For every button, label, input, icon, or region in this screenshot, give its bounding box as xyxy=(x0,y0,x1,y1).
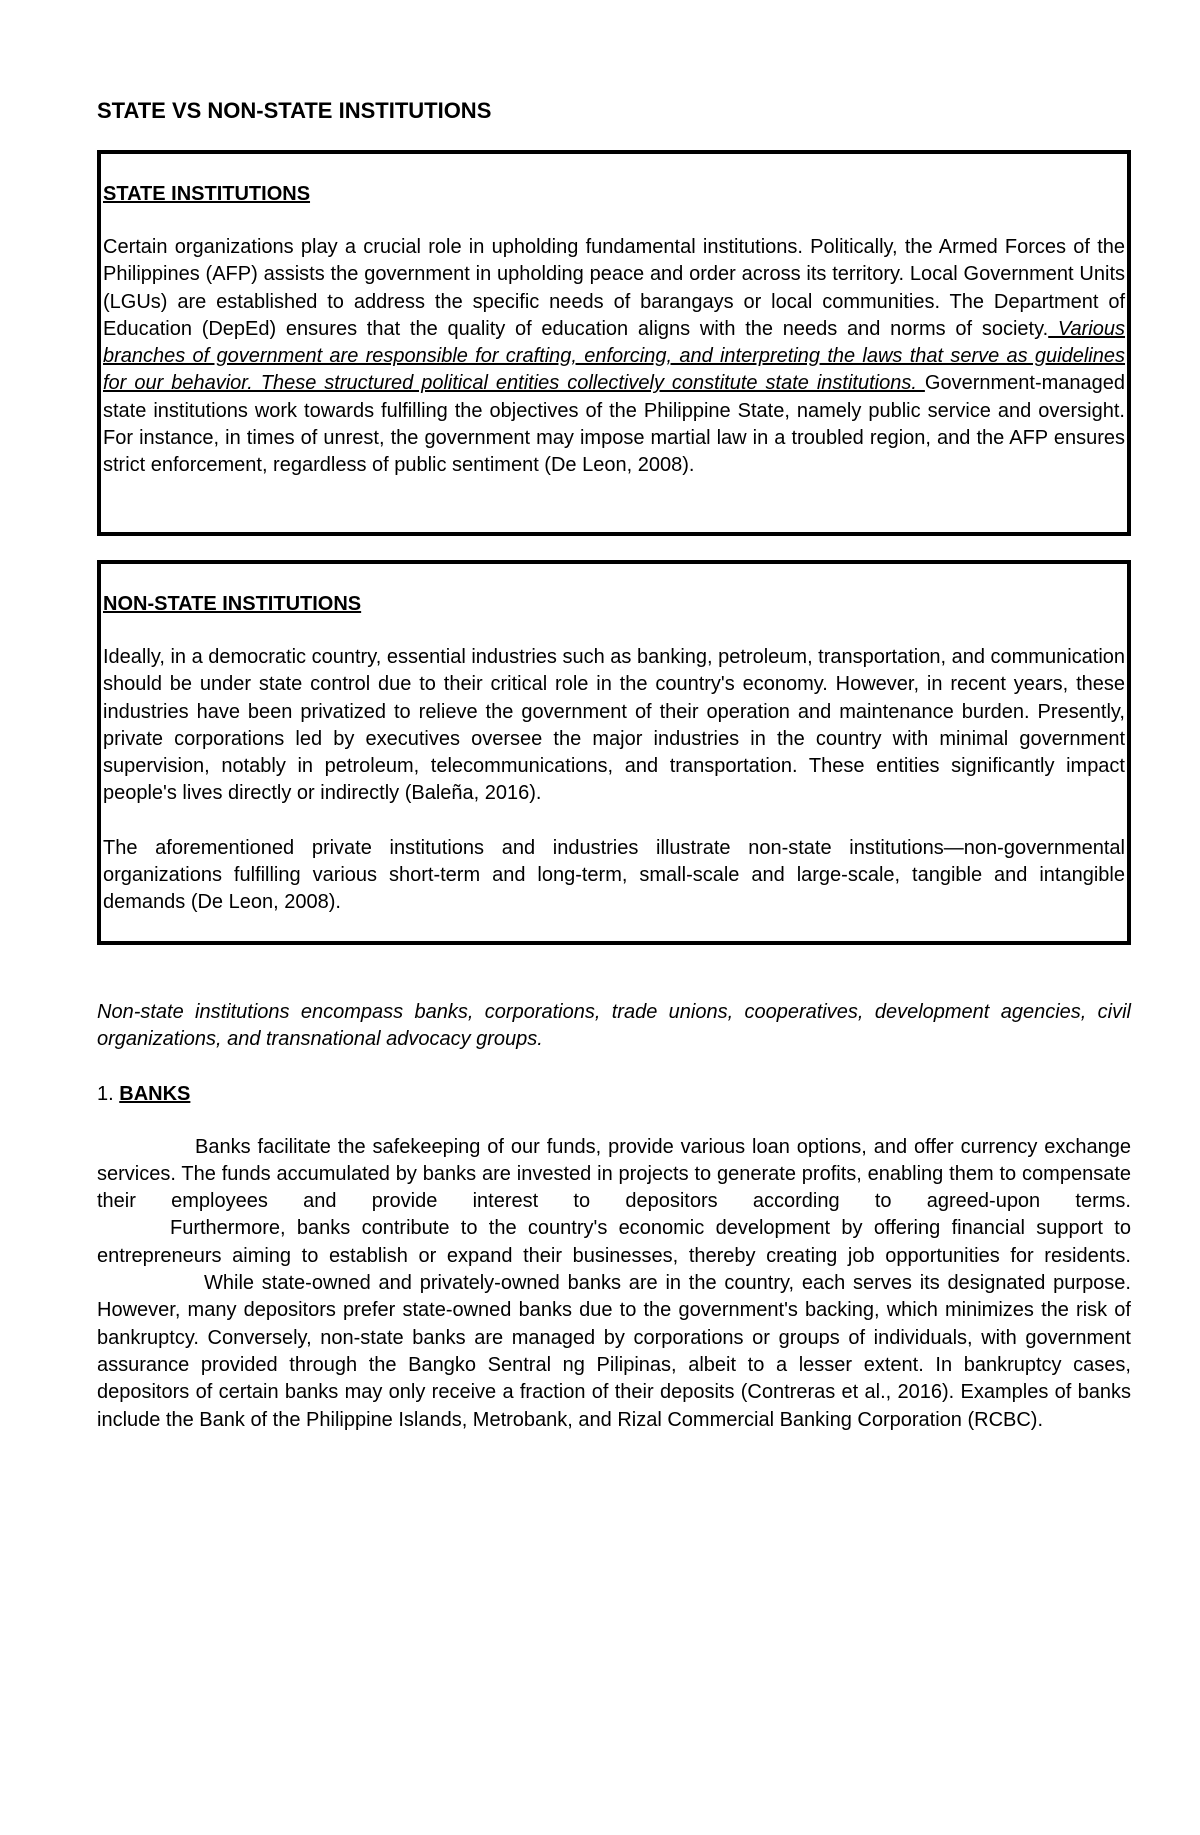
state-text-emphasis: Various branches of government are responsible for crafting, enforcing, and interpreting the laws that serve as guidelines for our behavior. These structured political entities collectively constitute state institutions. xyxy=(103,317,1125,395)
banks-section-label: BANKS xyxy=(119,1082,191,1105)
banks-paragraph-2: Furthermore, banks contribute to the country's economic development by offering financial support to entrepreneurs aiming to establish or expand their businesses, thereby creating job opportunities for residents. xyxy=(97,1217,1131,1267)
state-text-before: Certain organizations play a crucial role in upholding fundamental institutions. Politically, the Armed Forces of the Philippines (AFP) assists the government in upholding peace and order across its territory. Local Government Units (LGUs) are established to address the specific needs of barangays or local communities. The Department of Education (DepEd) ensures that the quality of education aligns with the needs and norms of society. xyxy=(103,236,1125,340)
banks-paragraph-3: While state-owned and privately-owned banks are in the country, each serves its designated purpose. However, many depositors prefer state-owned banks due to the government's backing, which minimizes the risk of bankruptcy. Conversely, non-state banks are managed by corporations or groups of individuals, with government assurance provided through the Bangko Sentral ng Pilipinas, albeit to a lesser extent. In bankruptcy cases, depositors of certain banks may only receive a fraction of their deposits (Contreras et al., 2016). Examples of banks include the Bank of the Philippine Islands, Metrobank, and Rizal Commercial Banking Corporation (RCBC). xyxy=(97,1272,1131,1431)
state-institutions-heading: STATE INSTITUTIONS xyxy=(103,183,311,205)
state-institutions-paragraph xyxy=(103,234,1125,480)
nonstate-summary: Non-state institutions encompass banks, corporations, trade unions, cooperatives, development agencies, civil organizations, and transnational advocacy groups. xyxy=(97,1001,1131,1051)
nonstate-institutions-box xyxy=(97,560,1131,945)
nonstate-paragraph-1: Ideally, in a democratic country, essential industries such as banking, petroleum, transportation, and communication should be under state control due to their critical role in the country's economy. However, in recent years, these industries have been privatized to relieve the government of their operation and maintenance burden. Presently, private corporations led by executives oversee the major industries in the country with minimal government supervision, notably in petroleum, telecommunications, and transportation. These entities significantly impact people's lives directly or indirectly (Baleña, 2016). xyxy=(103,646,1126,805)
state-text-after: Government-managed state institutions work towards fulfilling the objectives of the Philippine State, namely public service and oversight. For instance, in times of unrest, the government may impose martial law in a troubled region, and the AFP ensures strict enforcement, regardless of public sentiment (De Leon, 2008). xyxy=(103,372,1125,477)
banks-section-number: 1. xyxy=(97,1082,120,1105)
banks-section-heading xyxy=(97,1080,1131,1108)
nonstate-paragraph-2: The aforementioned private institutions and industries illustrate non-state institutions—non-governmental organizations fulfilling various short-term and long-term, small-scale and large-scale, tangible and intangible demands (De Leon, 2008). xyxy=(103,836,1125,914)
document-title: STATE VS NON-STATE INSTITUTIONS xyxy=(97,98,492,123)
state-institutions-box xyxy=(97,150,1131,536)
banks-paragraph-1: Banks facilitate the safekeeping of our funds, provide various loan options, and offer currency exchange services. The funds accumulated by banks are invested in projects to generate profits, enabling them to compensate their employees and provide interest to depositors according to agreed-upon terms. xyxy=(97,1135,1131,1213)
document-page xyxy=(97,96,1131,1434)
nonstate-institutions-heading: NON-STATE INSTITUTIONS xyxy=(103,593,362,615)
